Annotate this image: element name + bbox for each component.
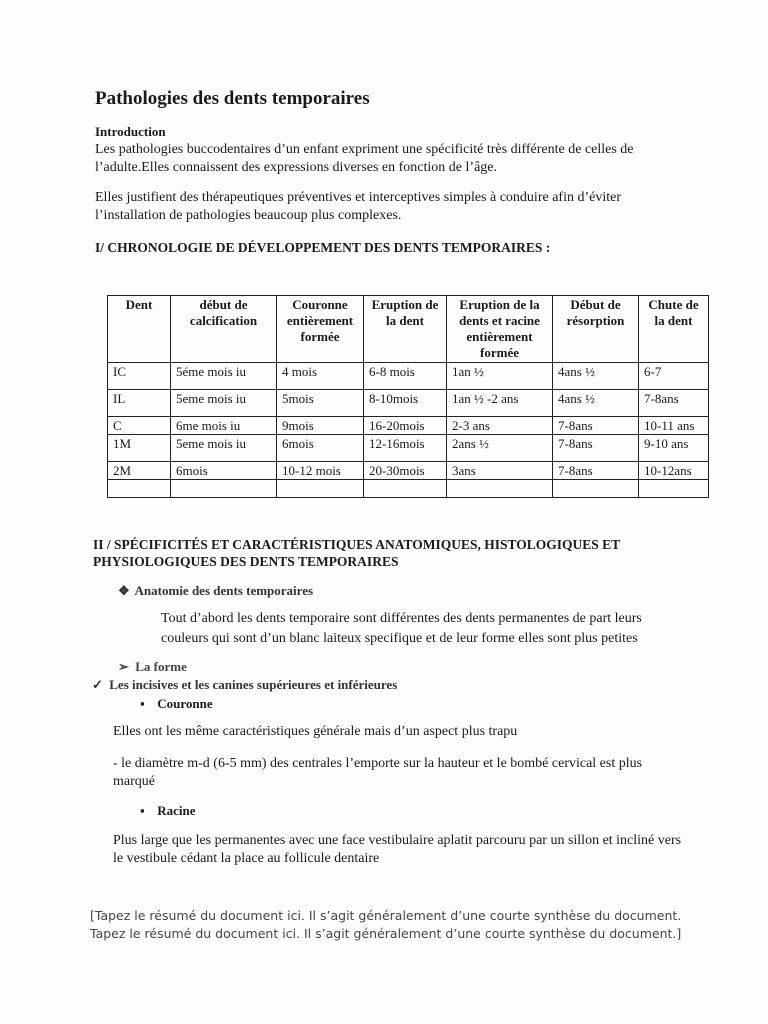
table-row-empty bbox=[108, 480, 709, 498]
table-cell: 8-10mois bbox=[364, 390, 447, 417]
table-cell: 6-7 bbox=[639, 363, 709, 390]
couronne-paragraph: Elles ont les même caractéristiques générale mais d’un aspect plus trapu bbox=[113, 724, 518, 739]
incisives-subheading bbox=[92, 677, 397, 693]
table-cell: 9mois bbox=[277, 417, 364, 435]
table-cell bbox=[447, 480, 553, 498]
table-cell: 5éme mois iu bbox=[171, 363, 277, 390]
table-row bbox=[108, 390, 709, 417]
table-cell: 16-20mois bbox=[364, 417, 447, 435]
arrow-bullet-icon: ➢ bbox=[118, 659, 129, 674]
table-cell: 5mois bbox=[277, 390, 364, 417]
table-cell: 5eme mois iu bbox=[171, 435, 277, 462]
section-2-heading: II / SPÉCIFICITÉS ET CARACTÉRISTIQUES ANATOMIQUES, HISTOLOGIQUES ET PHYSIOLOGIQUES DES DENTS TEMPORAIRES bbox=[93, 537, 620, 569]
col-header-chute: Chute de la dent bbox=[639, 296, 709, 363]
table-cell: IL bbox=[108, 390, 171, 417]
table-cell: 7-8ans bbox=[553, 417, 639, 435]
couronne-heading-label: Couronne bbox=[157, 696, 213, 711]
table-cell bbox=[108, 480, 171, 498]
table-cell: 6mois bbox=[171, 462, 277, 480]
col-header-couronne: Couronne entièrement formée bbox=[277, 296, 364, 363]
couronne-subheading bbox=[140, 696, 213, 712]
table-cell: 20-30mois bbox=[364, 462, 447, 480]
summary-placeholder: [Tapez le résumé du document ici. Il s’agit généralement d’une courte synthèse du document. Tapez le résumé du document ici. Il s’agit généralement d’une courte synthèse du document.] bbox=[90, 908, 682, 941]
table-cell: 1an ½ bbox=[447, 363, 553, 390]
col-header-eruption: Eruption de la dent bbox=[364, 296, 447, 363]
table-row bbox=[108, 417, 709, 435]
table-cell bbox=[639, 480, 709, 498]
table-cell: IC bbox=[108, 363, 171, 390]
section-1-heading: I/ CHRONOLOGIE DE DÉVELOPPEMENT DES DENTS TEMPORAIRES : bbox=[95, 240, 551, 255]
table-cell: 1M bbox=[108, 435, 171, 462]
table-cell bbox=[277, 480, 364, 498]
forme-heading-label: La forme bbox=[135, 659, 187, 674]
chronology-table bbox=[107, 295, 709, 498]
table-row bbox=[108, 462, 709, 480]
intro-heading: Introduction bbox=[95, 124, 166, 139]
forme-subheading bbox=[118, 659, 187, 675]
diameter-paragraph: - le diamètre m-d (6-5 mm) des centrales l’emporte sur la hauteur et le bombé cervical est plus marqué bbox=[113, 756, 643, 789]
square-bullet-icon: ▪ bbox=[140, 696, 145, 711]
racine-subheading bbox=[140, 803, 196, 819]
table-row bbox=[108, 435, 709, 462]
table-cell: 10-12 mois bbox=[277, 462, 364, 480]
square-bullet-icon: ▪ bbox=[140, 803, 145, 818]
table-cell bbox=[553, 480, 639, 498]
star-bullet-icon: ❖ bbox=[118, 583, 130, 598]
table-cell bbox=[364, 480, 447, 498]
table-cell: 7-8ans bbox=[639, 390, 709, 417]
incisives-heading-label: Les incisives et les canines supérieures et inférieures bbox=[109, 677, 398, 692]
table-cell: 3ans bbox=[447, 462, 553, 480]
table-cell: 2-3 ans bbox=[447, 417, 553, 435]
anatomy-subheading bbox=[118, 583, 313, 599]
col-header-calcification: début de calcification bbox=[171, 296, 277, 363]
intro-paragraph-1: Les pathologies buccodentaires d’un enfant expriment une spécificité très différente de celles de l’adulte.Elles connaissent des expressions diverses en fonction de l’âge. bbox=[95, 142, 634, 175]
table-cell: 7-8ans bbox=[553, 435, 639, 462]
anatomy-paragraph: Tout d’abord les dents temporaire sont différentes des dents permanentes de part leurs couleurs qui sont d’un blanc laiteux specifique et de leur forme elles sont plus petites bbox=[161, 611, 642, 646]
racine-paragraph: Plus large que les permanentes avec une face vestibulaire aplatit parcouru par un sillon et incliné vers le vestibule cédant la place au follicule dentaire bbox=[113, 833, 682, 866]
table-cell: 6me mois iu bbox=[171, 417, 277, 435]
page-title: Pathologies des dents temporaires bbox=[95, 88, 370, 109]
table-cell: 12-16mois bbox=[364, 435, 447, 462]
table-cell: 4 mois bbox=[277, 363, 364, 390]
table-cell: 10-11 ans bbox=[639, 417, 709, 435]
table-cell: 1an ½ -2 ans bbox=[447, 390, 553, 417]
table-cell: 2M bbox=[108, 462, 171, 480]
table-row bbox=[108, 363, 709, 390]
table-header-row bbox=[108, 296, 709, 363]
table-cell bbox=[171, 480, 277, 498]
table-cell: 4ans ½ bbox=[553, 390, 639, 417]
col-header-dent: Dent bbox=[108, 296, 171, 363]
table-cell: 2ans ½ bbox=[447, 435, 553, 462]
col-header-resorption: Début de résorption bbox=[553, 296, 639, 363]
table-cell: C bbox=[108, 417, 171, 435]
check-bullet-icon: ✓ bbox=[92, 677, 103, 692]
table-cell: 7-8ans bbox=[553, 462, 639, 480]
anatomy-heading-label: Anatomie des dents temporaires bbox=[134, 583, 314, 598]
intro-paragraph-2: Elles justifient des thérapeutiques préventives et interceptives simples à conduire afin d’éviter l’installation de pathologies beaucoup plus complexes. bbox=[95, 190, 621, 223]
table-cell: 6mois bbox=[277, 435, 364, 462]
table-cell: 9-10 ans bbox=[639, 435, 709, 462]
table-cell: 5eme mois iu bbox=[171, 390, 277, 417]
table-cell: 4ans ½ bbox=[553, 363, 639, 390]
col-header-eruption-racine: Eruption de la dents et racine entièrement formée bbox=[447, 296, 553, 363]
racine-heading-label: Racine bbox=[157, 803, 196, 818]
table-cell: 6-8 mois bbox=[364, 363, 447, 390]
table-cell: 10-12ans bbox=[639, 462, 709, 480]
